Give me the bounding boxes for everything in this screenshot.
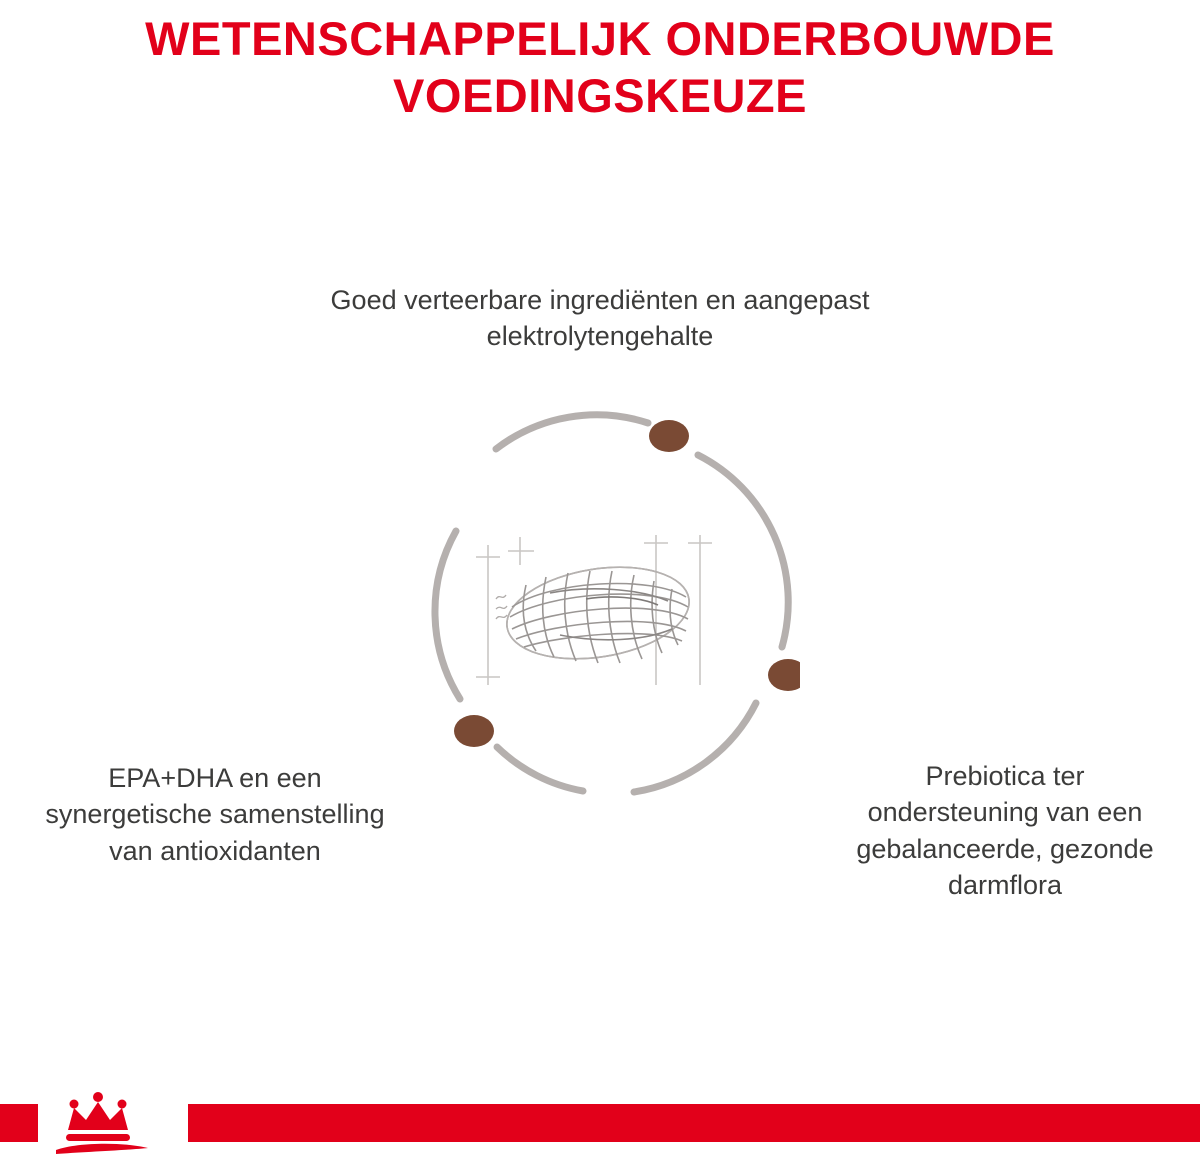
page-title: WETENSCHAPPELIJK ONDERBOUWDE VOEDINGSKEUZE xyxy=(145,12,1055,123)
footer xyxy=(0,1084,1200,1162)
central-diagram xyxy=(400,385,800,825)
brand-logo xyxy=(38,1084,188,1162)
callout-left-text: EPA+DHA en een synergetische samenstelling van antioxidanten xyxy=(45,763,385,866)
royal-canin-crown-icon xyxy=(38,1084,188,1162)
kibble-sketch xyxy=(476,535,712,685)
ring-node-bottom-left xyxy=(454,715,494,747)
ring-node-top xyxy=(649,420,689,452)
callout-top-text: Goed verteerbare ingrediënten en aangepast elektrolytengehalte xyxy=(330,285,870,352)
callout-right-text: Prebiotica ter ondersteuning van een gebalanceerde, gezonde darmflora xyxy=(856,761,1154,901)
ring-node-right xyxy=(768,659,800,691)
